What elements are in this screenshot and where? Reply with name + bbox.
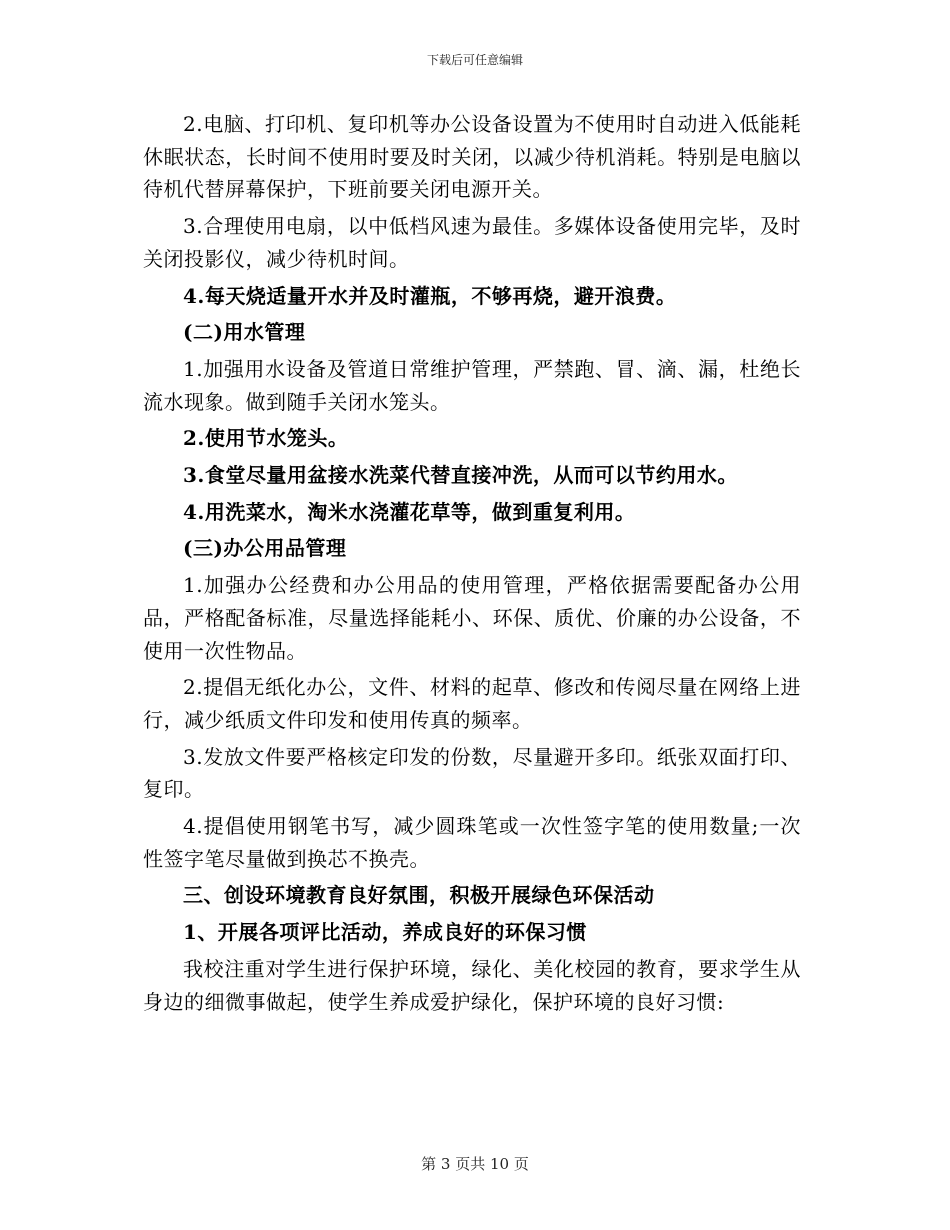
section-heading-office-supplies: (三)办公用品管理 bbox=[183, 536, 347, 561]
subsection-heading-activities: 1、开展各项评比活动，养成良好的环保习惯 bbox=[183, 920, 587, 945]
page-header: 下载后可任意编辑 bbox=[426, 53, 523, 67]
paragraph-2: 3.合理使用电扇，以中低档风速为最佳。多媒体设备使用完毕，及时关闭投影仪，减少待机时间。 bbox=[143, 214, 801, 271]
document-body bbox=[143, 108, 801, 1022]
page-footer: 第 3 页共 10 页 bbox=[421, 1155, 529, 1173]
paragraph-1: 2.电脑、打印机、复印机等办公设备设置为不使用时自动进入低能耗休眠状态，长时间不使用时要及时关闭，以减少待机消耗。特别是电脑以待机代替屏幕保护，下班前要关闭电源开关。 bbox=[143, 112, 801, 202]
paragraph-10: 1.加强办公经费和办公用品的使用管理，严格依据需要配备办公用品，严格配备标准，尽量选择能耗小、环保、质优、价廉的办公设备，不使用一次性物品。 bbox=[143, 573, 801, 663]
section-heading-water: (二)用水管理 bbox=[183, 320, 306, 345]
paragraph-3: 4.每天烧适量开水并及时灌瓶，不够再烧，避开浪费。 bbox=[183, 283, 677, 308]
paragraph-12: 3.发放文件要严格核定印发的份数，尽量避开多印。纸张双面打印、复印。 bbox=[143, 744, 801, 802]
section-heading-environment: 三、创设环境教育良好氛围，积极开展绿色环保活动 bbox=[183, 883, 655, 908]
paragraph-16: 我校注重对学生进行保护环境，绿化、美化校园的教育，要求学生从身边的细微事做起，使学生养成爱护绿化，保护环境的良好习惯: bbox=[143, 956, 801, 1014]
paragraph-6: 2.使用节水笼头。 bbox=[183, 426, 349, 451]
paragraph-11: 2.提倡无纸化办公，文件、材料的起草、修改和传阅尽量在网络上进行，减少纸质文件印发和使用传真的频率。 bbox=[143, 675, 801, 732]
paragraph-7: 3.食堂尽量用盆接水洗菜代替直接冲洗，从而可以节约用水。 bbox=[183, 463, 738, 488]
paragraph-13: 4.提倡使用钢笔书写，减少圆珠笔或一次性签字笔的使用数量;一次性签字笔尽量做到换芯不换壳。 bbox=[143, 814, 801, 871]
paragraph-5: 1.加强用水设备及管道日常维护管理，严禁跑、冒、滴、漏，杜绝长流水现象。做到随手关闭水笼头。 bbox=[143, 356, 801, 414]
paragraph-8: 4.用洗菜水，淘米水浇灌花草等，做到重复利用。 bbox=[183, 499, 636, 524]
